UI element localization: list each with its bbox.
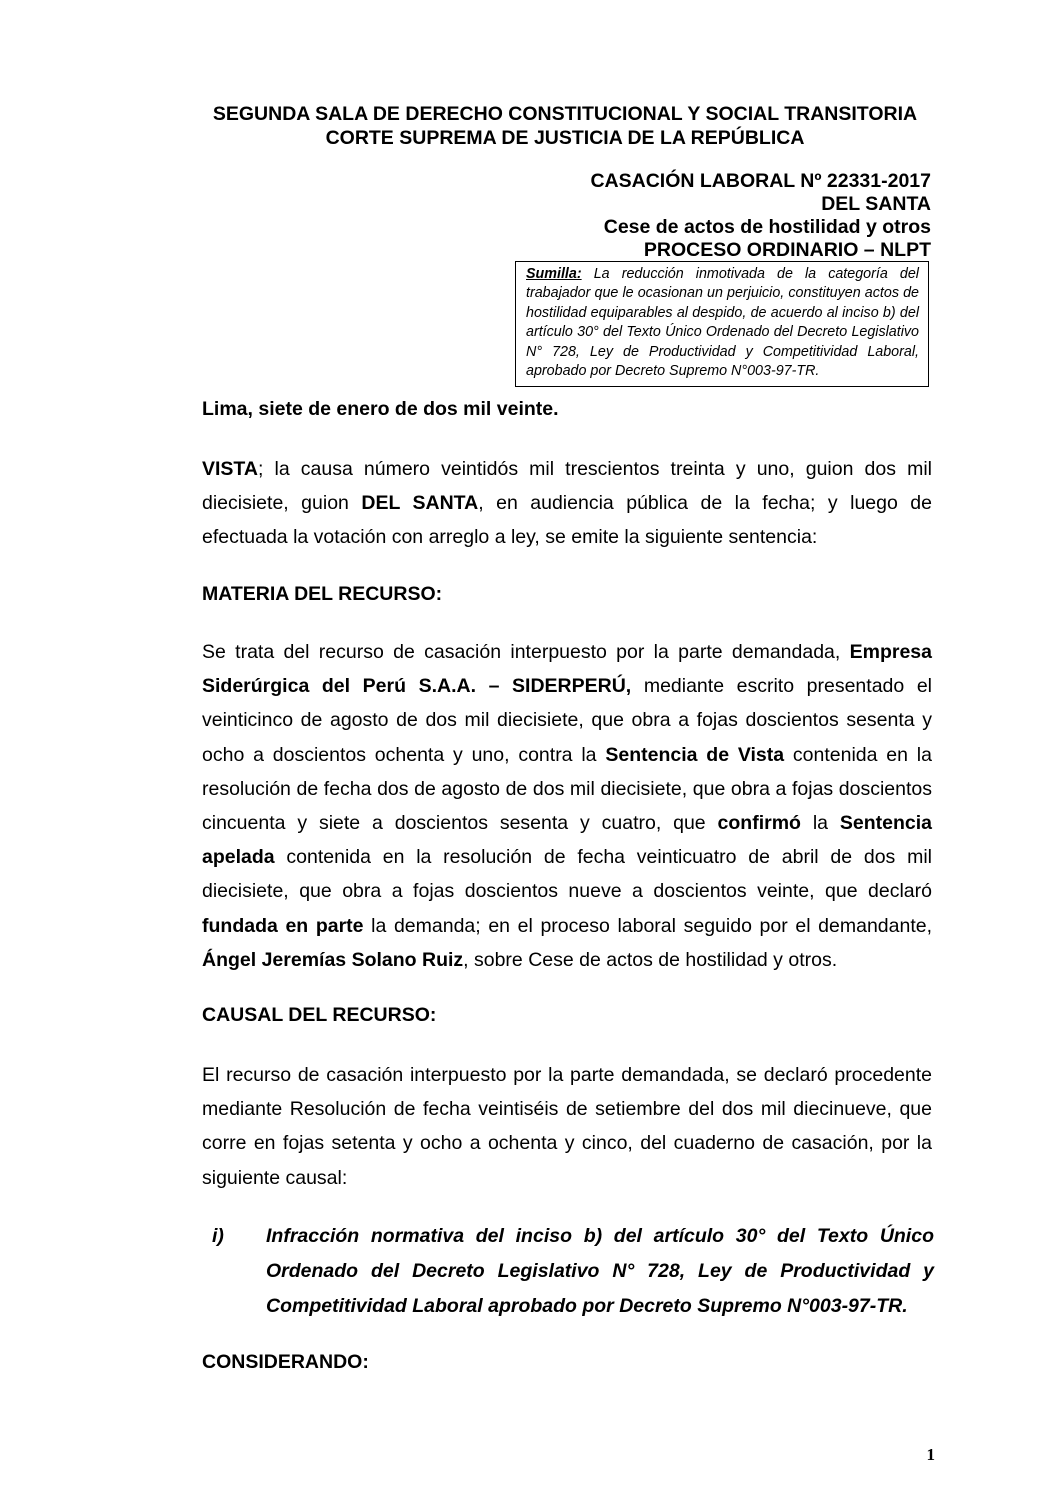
court-header-line1: SEGUNDA SALA DE DERECHO CONSTITUCIONAL Y SOCIAL TRANSITORIA bbox=[212, 103, 918, 125]
materia-bold-3: confirmó bbox=[717, 812, 801, 835]
vista-paragraph bbox=[202, 452, 932, 555]
causal-item-text: Infracción normativa del inciso b) del artículo 30° del Texto Único Ordenado del Decreto Legislativo N° 728, Ley de Productividad y Competitividad Laboral aprobado por Decreto Supremo N°003-97-TR. bbox=[266, 1225, 934, 1317]
sumilla-text: La reducción inmotivada de la categoría del trabajador que le ocasionan un perjuicio, constituyen actos de hostilidad equiparables al despido, de acuerdo al inciso b) del artículo 30° del Texto Único Ordenado del Decreto Legislativo N° 728, Ley de Productividad y Competitividad Laboral, aprobado por Decreto Supremo N°003-97-TR. bbox=[526, 266, 919, 380]
causal-item-number: i) bbox=[212, 1225, 224, 1247]
court-header bbox=[200, 102, 930, 150]
case-subject: Cese de actos de hostilidad y otros bbox=[603, 216, 931, 238]
sumilla-label: Sumilla: bbox=[526, 266, 582, 282]
materia-text-1: Se trata del recurso de casación interpuesto por la parte demandada, bbox=[202, 641, 850, 663]
case-info bbox=[590, 170, 931, 262]
materia-text-3: contenida en la resolución de fecha dos de agosto de dos mil diecisiete, que obra a fojas doscientos cincuenta y siete a doscientos sesenta y cuatro, que bbox=[202, 743, 932, 835]
materia-bold-5: fundada en parte bbox=[202, 914, 364, 937]
date-line: Lima, siete de enero de dos mil veinte. bbox=[202, 398, 559, 420]
materia-bold-1: Empresa Siderúrgica del Perú S.A.A. – SIDERPERÚ, bbox=[202, 641, 932, 698]
materia-text-5: contenida en la resolución de fecha veinticuatro de abril de dos mil diecisiete, que obra a fojas doscientos nueve a doscientos veinte, que declaró bbox=[202, 846, 932, 903]
vista-bold-1: DEL SANTA bbox=[361, 492, 479, 515]
case-process: PROCESO ORDINARIO – NLPT bbox=[643, 239, 931, 261]
materia-paragraph bbox=[202, 635, 932, 977]
vista-text-1: ; la causa número veintidós mil trescientos treinta y uno, guion dos mil diecisiete, guion bbox=[202, 458, 932, 515]
materia-bold-2: Sentencia de Vista bbox=[605, 743, 785, 766]
materia-bold-4: Sentencia apelada bbox=[202, 812, 932, 869]
case-number: CASACIÓN LABORAL Nº 22331-2017 bbox=[590, 170, 931, 192]
vista-lead: VISTA bbox=[202, 458, 258, 480]
materia-bold-6: Ángel Jeremías Solano Ruiz bbox=[202, 948, 464, 971]
causal-paragraph: El recurso de casación interpuesto por la parte demandada, se declaró procedente mediante Resolución de fecha veintiséis de setiembre del dos mil diecinueve, que corre en fojas setenta y ocho a ochenta y cinco, del cuaderno de casación, por la siguiente causal: bbox=[202, 1064, 932, 1189]
considerando-heading: CONSIDERANDO: bbox=[202, 1351, 369, 1373]
materia-text-4: la bbox=[800, 812, 840, 835]
materia-heading: MATERIA DEL RECURSO: bbox=[202, 583, 443, 605]
materia-text-2: mediante escrito presentado el veinticinco de agosto de dos mil diecisiete, que obra a fojas doscientos sesenta y ocho a doscientos ochenta y uno, contra la bbox=[202, 675, 932, 766]
materia-text-6: la demanda; en el proceso laboral seguido por el demandante, bbox=[363, 914, 932, 937]
sumilla-box bbox=[515, 261, 929, 387]
causal-heading: CAUSAL DEL RECURSO: bbox=[202, 1004, 437, 1026]
page-number: 1 bbox=[926, 1445, 935, 1464]
vista-text-2: , en audiencia pública de la fecha; y luego de efectuada la votación con arreglo a ley, se emite la siguiente sentencia: bbox=[202, 492, 932, 549]
court-header-line2: CORTE SUPREMA DE JUSTICIA DE LA REPÚBLICA bbox=[325, 127, 805, 149]
materia-text-7: , sobre Cese de actos de hostilidad y otros. bbox=[463, 948, 838, 971]
case-district: DEL SANTA bbox=[821, 193, 931, 215]
